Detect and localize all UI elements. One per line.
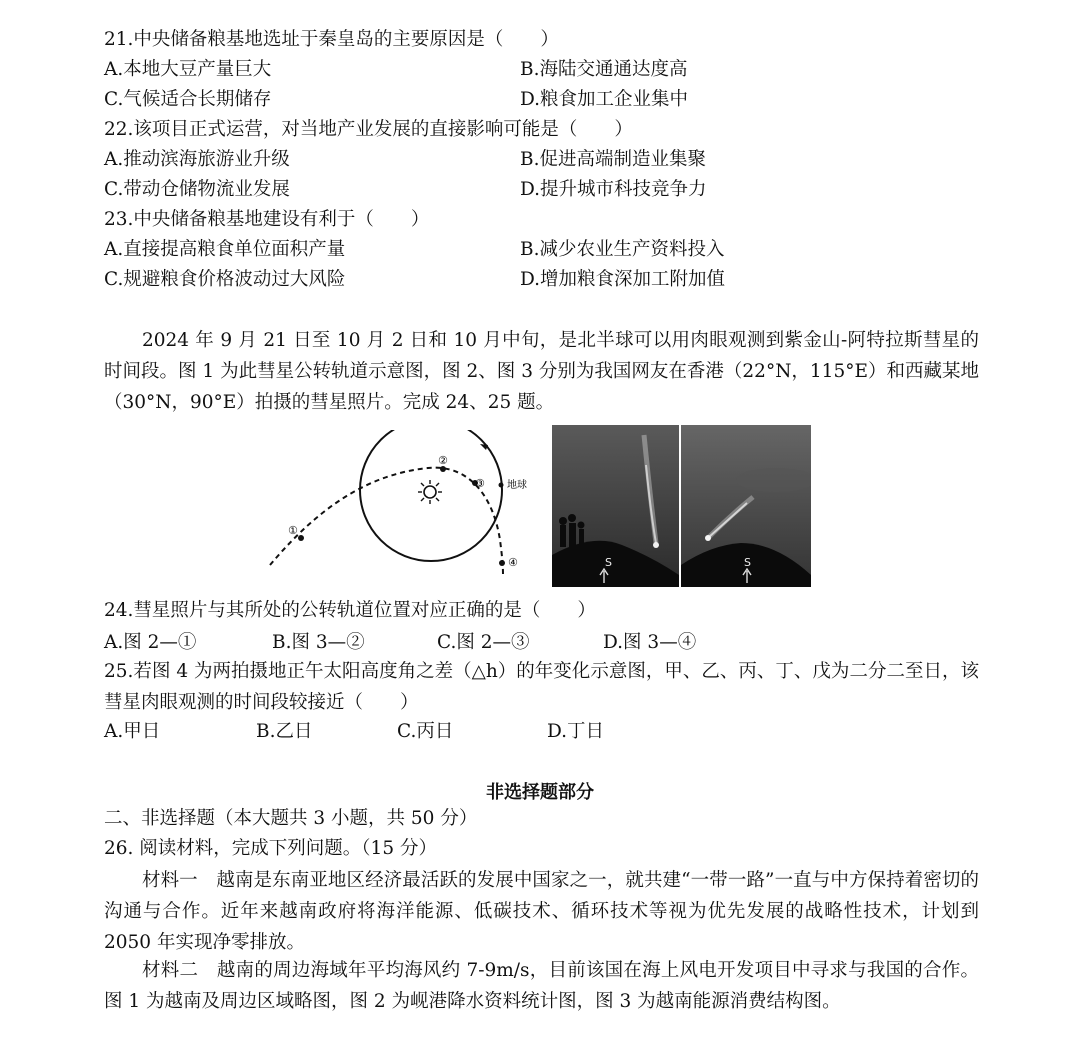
position-1-dot (298, 535, 304, 541)
earth-orbit-circle (360, 430, 502, 561)
q22-option-d: D.提升城市科技竞争力 (520, 179, 707, 200)
q24-option-a: A.图 2—① (104, 632, 197, 653)
marker-4: ④ (508, 556, 518, 569)
q25-option-a: A.甲日 (104, 721, 161, 742)
q23-option-c: C.规避粮食价格波动过大风险 (104, 269, 346, 290)
q26-material-1: 材料一 越南是东南亚地区经济最活跃的发展中国家之一，就共建“一带一路”一直与中方保持着密切的沟通与合作。近年来越南政府将海洋能源、低碳技术、循环技术等视为优先发展的战略性技术，计划到 2050 年实现净零排放。 (104, 870, 979, 953)
marker-3: ③ (475, 477, 485, 490)
q21-option-d: D.粮食加工企业集中 (520, 89, 689, 110)
comet-head (653, 542, 659, 548)
section-2-heading: 二、非选择题（本大题共 3 小题，共 50 分） (104, 808, 478, 829)
comet-orbit-diagram (268, 430, 528, 580)
comet-intro-paragraph: 2024 年 9 月 21 日至 10 月 2 日和 10 月中旬，是北半球可以用肉眼观测到紫金山-阿特拉斯彗星的时间段。图 1 为此彗星公转轨道示意图，图 2、图 3 分别为我国网友在香港（22°N，115°E）和西藏某地（30°N，90°E）拍摄的彗星照片。完成 24、25 题。 (104, 330, 979, 413)
sun-icon (418, 480, 442, 504)
q26-material-2: 材料二 越南的周边海域年平均海风约 7-9m/s，目前该国在海上风电开发项目中寻求与我国的合作。图 1 为越南及周边区域略图，图 2 为岘港降水资料统计图，图 3 为越南能源消费结构图。 (104, 960, 979, 1012)
q25-option-c: C.丙日 (397, 721, 454, 742)
comet-photo-tibet (681, 425, 811, 587)
earth-orbit-arrow (480, 444, 488, 450)
q23-option-a: A.直接提高粮食单位面积产量 (104, 239, 346, 260)
q25-stem: 25.若图 4 为两拍摄地正午太阳高度角之差（△h）的年变化示意图，甲、乙、丙、丁、戊为二分二至日，该彗星肉眼观测的时间段较接近（ ） (104, 661, 979, 713)
q23-stem: 23.中央储备粮基地建设有利于（ ） (104, 209, 430, 230)
q24-option-b: B.图 3—② (272, 632, 365, 653)
comet-head (705, 535, 711, 541)
q22-option-a: A.推动滨海旅游业升级 (104, 149, 290, 170)
earth-label: 地球 (507, 480, 527, 491)
q24-option-c: C.图 2—③ (437, 632, 530, 653)
photo2-label: S (605, 556, 612, 569)
q24-option-d: D.图 3—④ (603, 632, 697, 653)
q22-stem: 22.该项目正式运营，对当地产业发展的直接影响可能是（ ） (104, 119, 633, 140)
marker-2: ② (438, 454, 448, 467)
q25-option-d: D.丁日 (547, 721, 605, 742)
q22-option-c: C.带动仓储物流业发展 (104, 179, 290, 200)
q24-stem: 24.彗星照片与其所处的公转轨道位置对应正确的是（ ） (104, 600, 596, 621)
q21-option-b: B.海陆交通通达度高 (520, 59, 688, 80)
q21-option-c: C.气候适合长期储存 (104, 89, 272, 110)
q26-stem: 26. 阅读材料，完成下列问题。（15 分） (104, 838, 437, 859)
q21-option-a: A.本地大豆产量巨大 (104, 59, 272, 80)
q21-stem: 21.中央储备粮基地选址于秦皇岛的主要原因是（ ） (104, 29, 559, 50)
q25-option-b: B.乙日 (256, 721, 313, 742)
position-4-dot (499, 560, 505, 566)
q23-option-b: B.减少农业生产资料投入 (520, 239, 725, 260)
q23-option-d: D.增加粮食深加工附加值 (520, 269, 726, 290)
earth-dot (499, 483, 504, 488)
marker-1: ① (288, 524, 298, 537)
q22-option-b: B.促进高端制造业集聚 (520, 149, 706, 170)
comet-photo-hongkong (552, 425, 679, 587)
photo3-label: S (744, 556, 751, 569)
section-title: 非选择题部分 (486, 782, 594, 803)
comet-orbit-path (270, 468, 503, 575)
